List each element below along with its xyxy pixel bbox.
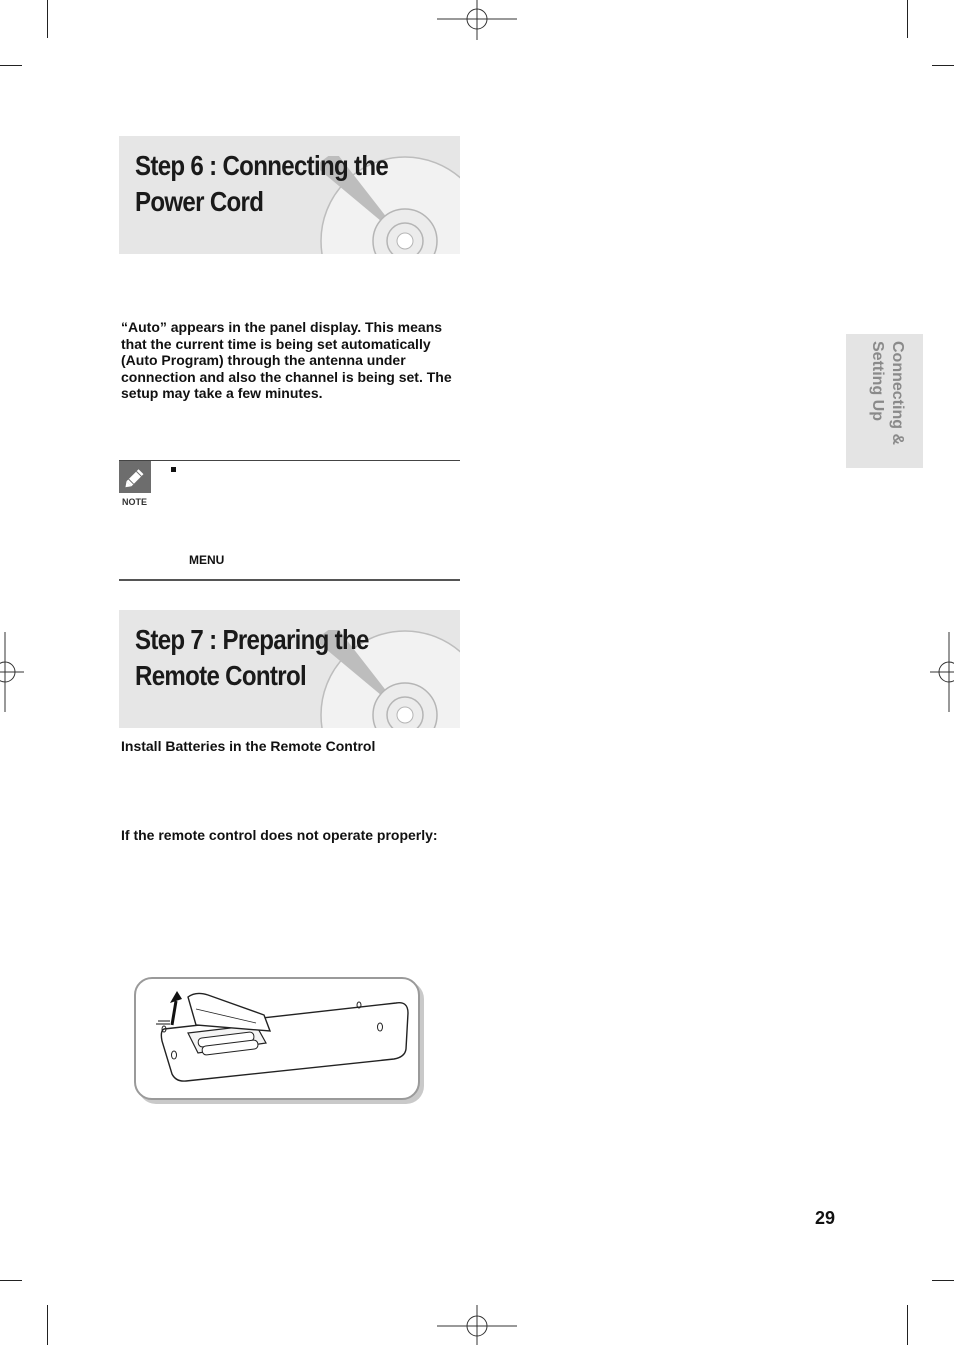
step7-trouble-heading: If the remote control does not operate properly: (121, 827, 438, 843)
step6-title-line1: Step 6 : Connecting the (135, 150, 389, 181)
step6-header (119, 136, 460, 254)
pencil-icon (119, 461, 151, 493)
side-tab-line1: Connecting & (889, 341, 906, 445)
step7-title-line2: Remote Control (135, 660, 306, 691)
side-tab-text (861, 341, 907, 461)
step7-title (135, 622, 369, 694)
crop-mark (907, 1305, 908, 1345)
step7-title-line1: Step 7 : Preparing the (135, 624, 369, 655)
registration-mark-icon (437, 0, 517, 40)
step6-title (135, 148, 388, 220)
registration-mark-icon (437, 1305, 517, 1345)
crop-mark (907, 0, 908, 38)
remote-illustration-frame (134, 977, 420, 1100)
page-number: 29 (815, 1208, 836, 1228)
menu-label: MENU (189, 553, 225, 567)
registration-mark-icon (0, 632, 24, 712)
crop-mark (0, 1280, 22, 1281)
crop-mark (932, 65, 954, 66)
step6-title-line2: Power Cord (135, 186, 264, 217)
note-divider-bottom (119, 579, 460, 581)
note-bullet (171, 467, 176, 472)
crop-mark (47, 0, 48, 38)
note-icon-box (119, 461, 151, 493)
section-side-tab (846, 334, 923, 468)
step7-header (119, 610, 460, 728)
side-tab-line2: Setting Up (869, 341, 886, 421)
remote-battery-illustration (136, 979, 418, 1098)
crop-mark (932, 1280, 954, 1281)
step7-subheading: Install Batteries in the Remote Control (121, 738, 376, 754)
note-label: NOTE (122, 497, 148, 507)
note-divider-top (119, 460, 460, 461)
crop-mark (47, 1305, 48, 1345)
step6-paragraph: “Auto” appears in the panel display. This means that the current time is being set automatically (Auto Program) through the antenna under connection and also the channel is being set. The setup may take a few minutes. (121, 319, 452, 402)
crop-mark (0, 65, 22, 66)
registration-mark-icon (930, 632, 954, 712)
